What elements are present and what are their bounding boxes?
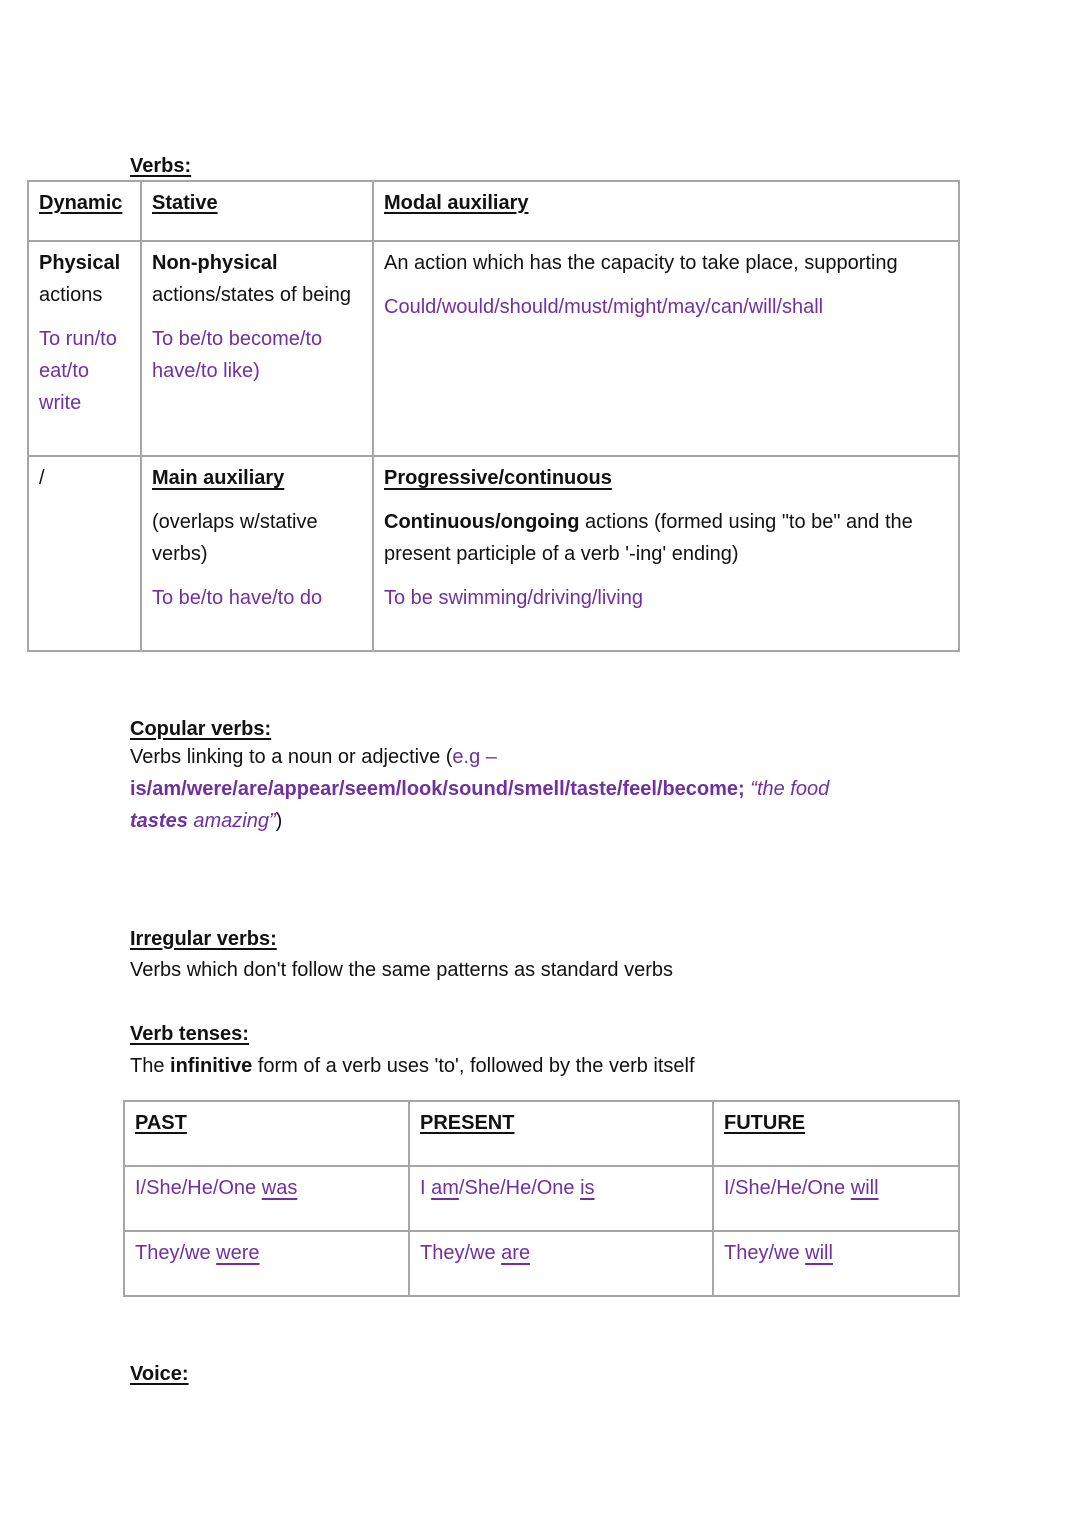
header-label-future: FUTURE (724, 1112, 806, 1134)
header-label-present: PRESENT (420, 1112, 515, 1134)
header-label-past: PAST (135, 1112, 187, 1134)
cell-dynamic-slash: / (28, 456, 141, 651)
cell-dynamic-physical: Physical actions To run/to eat/to write (28, 241, 141, 456)
tense-table-row-singular (124, 1166, 959, 1231)
header-label-modal-auxiliary: Modal auxiliary (384, 192, 529, 214)
verbs-table-header-dynamic (28, 181, 141, 241)
cell-past-plural: They/we were (124, 1231, 409, 1296)
tense-table-header-present (409, 1101, 713, 1166)
cell-present-singular: I am/She/He/One is (409, 1166, 713, 1231)
tense-table-row-plural (124, 1231, 959, 1296)
verb-tenses-paragraph: The infinitive form of a verb uses 'to', followed by the verb itself (130, 1055, 695, 1077)
header-label-dynamic: Dynamic (39, 192, 123, 214)
verbs-table-header-row (28, 181, 959, 241)
verbs-table-row-2 (28, 456, 959, 651)
verbs-table (27, 180, 960, 652)
tense-table (123, 1100, 960, 1297)
heading-voice: Voice: (130, 1362, 189, 1385)
tense-table-header-future (713, 1101, 959, 1166)
tense-table-header-row (124, 1101, 959, 1166)
verbs-table-container (27, 180, 960, 652)
copular-verbs-paragraph: Verbs linking to a noun or adjective (e.g – is/am/were/are/appear/seem/look/sound/smell/taste/feel/become; “the food tastes amazing”) (130, 746, 830, 832)
cell-future-plural: They/we will (713, 1231, 959, 1296)
irregular-verbs-paragraph: Verbs which don't follow the same patterns as standard verbs (130, 959, 673, 981)
cell-present-plural: They/we are (409, 1231, 713, 1296)
tense-table-container (123, 1100, 960, 1297)
cell-future-singular: I/She/He/One will (713, 1166, 959, 1231)
verbs-table-row-1 (28, 241, 959, 456)
verbs-table-header-stative (141, 181, 373, 241)
verbs-table-header-modal-auxiliary (373, 181, 959, 241)
cell-progressive-continuous: Progressive/continuous Continuous/ongoing actions (formed using "to be" and the present participle of a verb '-ing' ending) To be swimming/driving/living (373, 456, 959, 651)
cell-modal-auxiliary-definition: An action which has the capacity to take place, supporting Could/would/should/must/might/may/can/will/shall (373, 241, 959, 456)
heading-verbs: Verbs: (130, 154, 192, 177)
tense-table-header-past (124, 1101, 409, 1166)
cell-main-auxiliary: Main auxiliary (overlaps w/stative verbs) To be/to have/to do (141, 456, 373, 651)
heading-irregular-verbs: Irregular verbs: (130, 927, 277, 950)
header-label-stative: Stative (152, 192, 218, 214)
cell-past-singular: I/She/He/One was (124, 1166, 409, 1231)
cell-stative-nonphysical: Non-physical actions/states of being To be/to become/to have/to like) (141, 241, 373, 456)
heading-copular-verbs: Copular verbs: (130, 717, 272, 740)
heading-verb-tenses: Verb tenses: (130, 1022, 249, 1045)
